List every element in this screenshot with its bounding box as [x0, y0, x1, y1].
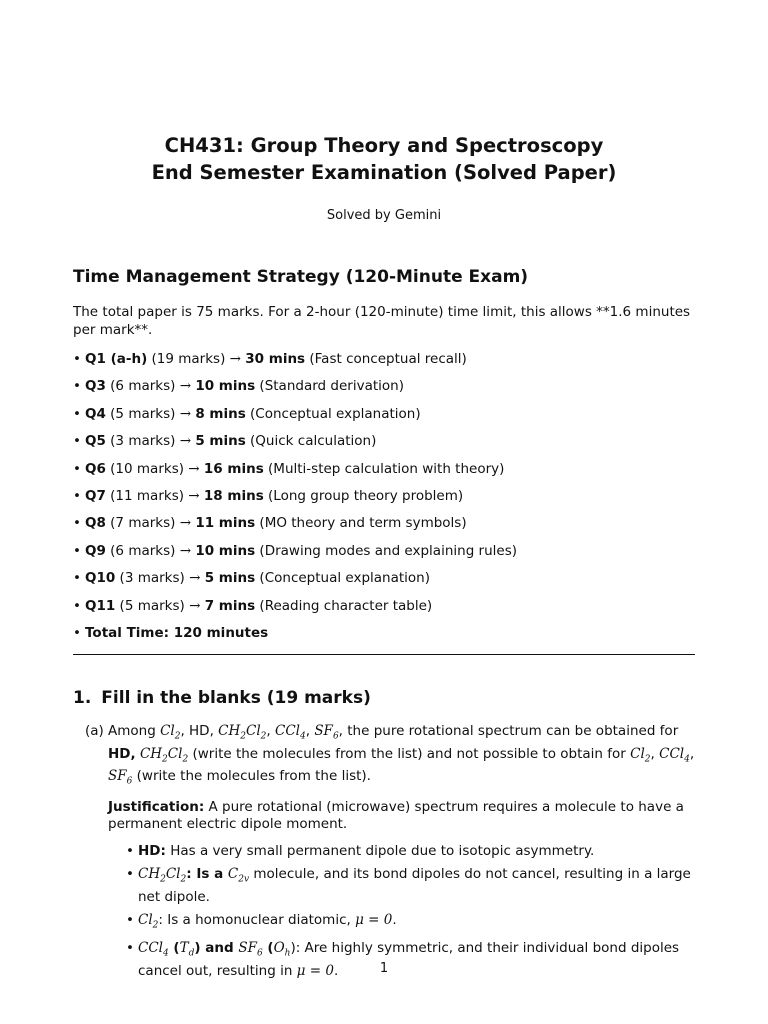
question-label: (a) — [85, 723, 104, 739]
list-item: • Q10 (3 marks) → 5 mins (Conceptual explanation) — [73, 569, 697, 596]
list-item: • $Cl_2$: Is a homonuclear diatomic, μ = 0. — [126, 912, 697, 935]
arrow-icon: → — [179, 433, 192, 450]
arrow-icon: → — [179, 542, 192, 559]
section-title: Fill in the blanks (19 marks) — [101, 688, 371, 708]
arrow-icon: → — [179, 405, 192, 422]
list-item: • Q11 (5 marks) → 7 mins (Reading character table) — [73, 597, 697, 624]
list-item: • HD: Has a very small permanent dipole due to isotopic asymmetry. — [126, 843, 697, 860]
list-item: • Q6 (10 marks) → 16 mins (Multi-step calculation with theory) — [73, 460, 697, 487]
arrow-icon: → — [188, 487, 200, 504]
list-item: • Q4 (5 marks) → 8 mins (Conceptual explanation) — [73, 405, 697, 432]
section-1-heading — [73, 688, 371, 708]
list-item: • CCl$_4$ $(T_d)$ and $SF_6$ $(O_h)$: Are highly symmetric, and their individual bond dipoles cancel out, resulting in μ = 0. — [126, 940, 697, 980]
list-item: • Q9 (6 marks) → 10 mins (Drawing modes and explaining rules) — [73, 542, 697, 569]
arrow-icon: → — [229, 351, 241, 367]
list-item: • Q5 (3 marks) → 5 mins (Quick calculation) — [73, 432, 697, 459]
list-item: • Q7 (11 marks) → 18 mins (Long group theory problem) — [73, 487, 697, 514]
justification-paragraph: Justification: A pure rotational (microwave) spectrum requires a molecule to have a permanent electric dipole moment. — [108, 799, 684, 833]
list-item: • Q1 (a-h) (19 marks) → 30 mins (Fast conceptual recall) — [73, 350, 697, 377]
arrow-icon: → — [179, 378, 192, 395]
document-title — [0, 132, 768, 186]
list-item: • $CH_2Cl_2$: Is a $C_{2v}$ molecule, and its bond dipoles do not cancel, resulting in a large net dipole. — [126, 866, 697, 906]
list-item: • Q3 (6 marks) → 10 mins (Standard derivation) — [73, 377, 697, 404]
list-item-total: • Total Time: 120 minutes — [73, 624, 697, 651]
justification-list — [108, 843, 697, 980]
author-line: Solved by Gemini — [326, 208, 442, 223]
arrow-icon: → — [179, 515, 192, 532]
question-1a — [85, 723, 697, 986]
section-divider — [73, 654, 695, 655]
question-text: Among $Cl_2$, HD, $CH_2Cl_2$, CCl$_4$, $SF_6$, the pure rotational spectrum can be obtained for HD, $CH_2Cl_2$ (write the molecules from the list) and not possible to obtain for $Cl_2$, CCl$_4$, $SF_6$ (write the molecules from the list). — [108, 723, 695, 788]
list-item: • Q8 (7 marks) → 11 mins (MO theory and term symbols) — [73, 514, 697, 541]
arrow-icon: → — [189, 597, 201, 614]
time-intro-paragraph: The total paper is 75 marks. For a 2-hour (120-minute) time limit, this allows **1.6 minutes per mark**. — [73, 304, 691, 338]
title-line-1: CH431: Group Theory and Spectroscopy — [164, 134, 604, 157]
arrow-icon: → — [188, 460, 200, 477]
arrow-icon: → — [189, 570, 201, 587]
time-management-heading: Time Management Strategy (120-Minute Exam) — [73, 267, 529, 287]
page-number: 1 — [379, 961, 389, 976]
question-body — [108, 723, 697, 980]
time-allocation-list — [73, 350, 697, 651]
section-number: 1. — [73, 688, 92, 708]
title-line-2: End Semester Examination (Solved Paper) — [151, 161, 617, 184]
